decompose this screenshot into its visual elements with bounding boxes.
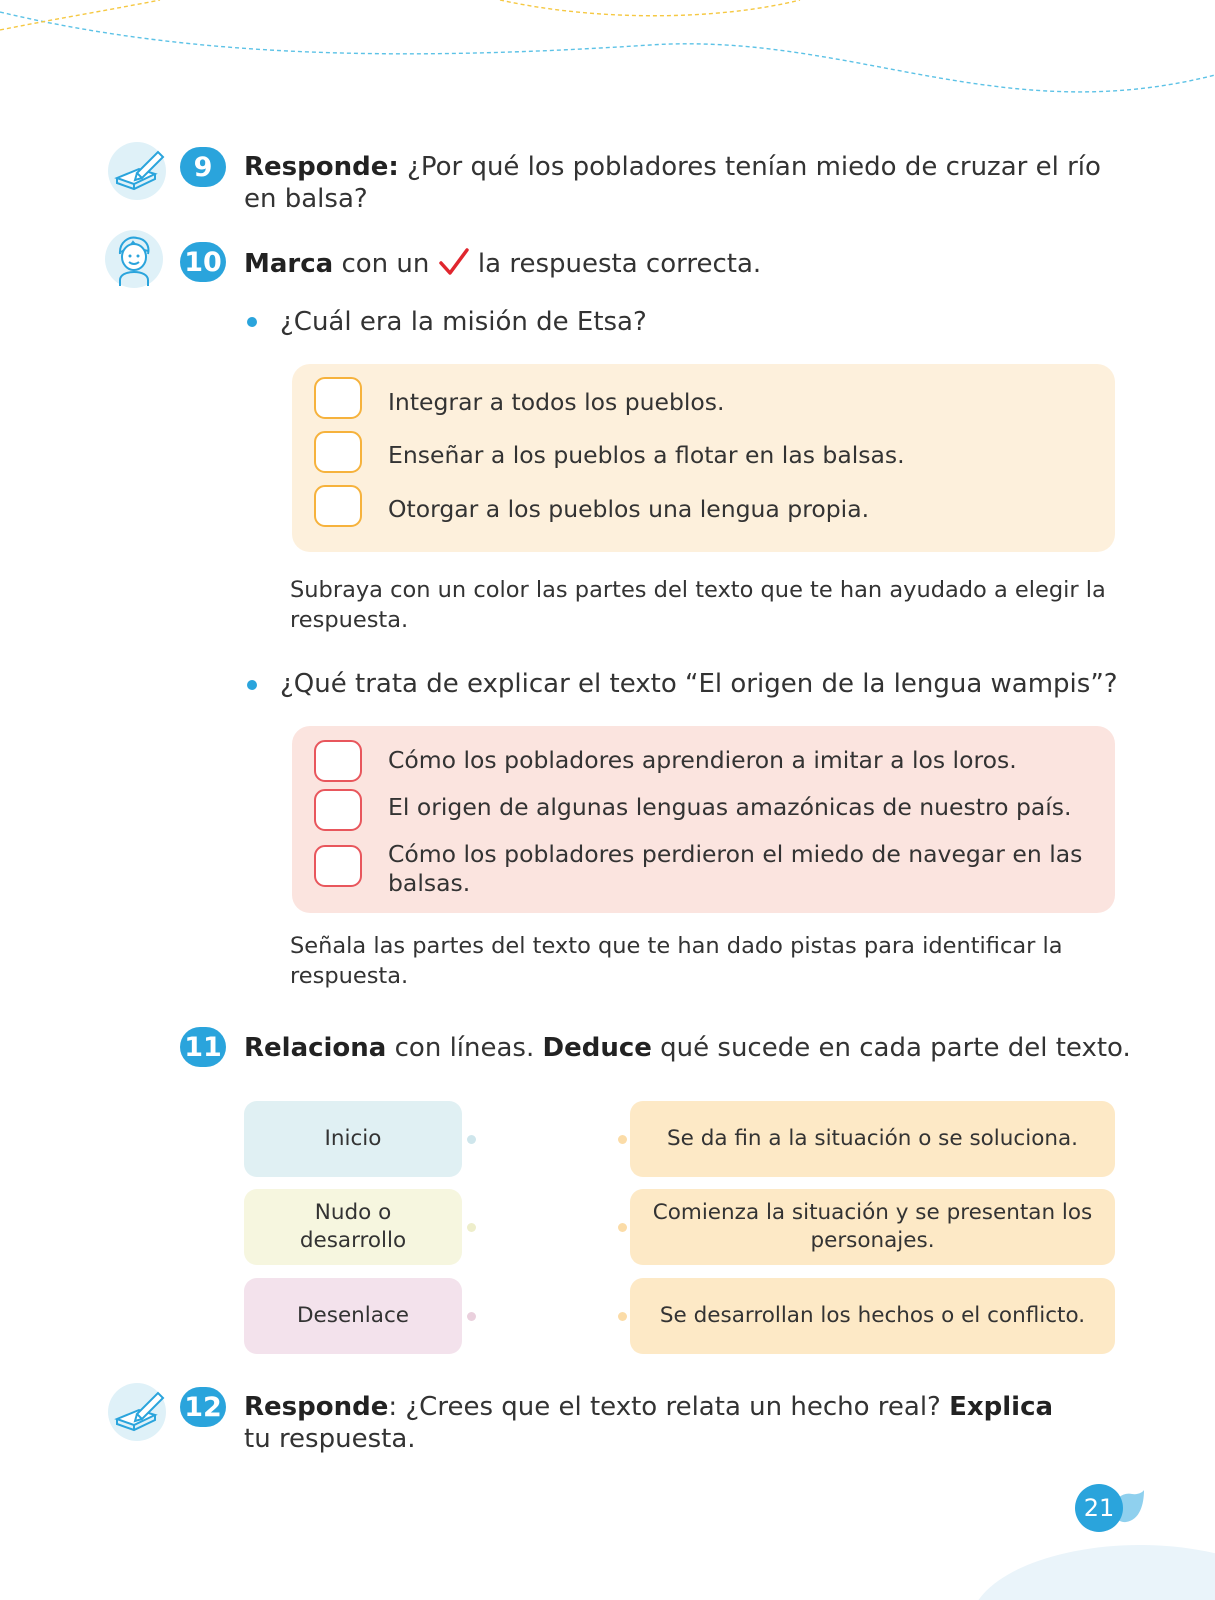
answer-checkbox[interactable] bbox=[314, 740, 362, 782]
left-card-nudo[interactable]: Nudo o desarrollo bbox=[244, 1189, 462, 1265]
option-2-1: Cómo los pobladores aprendieron a imitar a los loros. bbox=[388, 746, 1017, 774]
question-12-text-a: : ¿Crees que el texto relata un hecho real? bbox=[388, 1392, 950, 1422]
question-9-text: ¿Por qué los pobladores tenían miedo de cruzar el río en balsa? bbox=[244, 152, 1101, 214]
left-card-inicio[interactable]: Inicio bbox=[244, 1101, 462, 1177]
left-card-desenlace[interactable]: Desenlace bbox=[244, 1278, 462, 1354]
option-1-2: Enseñar a los pueblos a flotar en las balsas. bbox=[388, 441, 905, 469]
writing-book-icon bbox=[108, 1383, 166, 1441]
decorative-bottom-circle bbox=[0, 1530, 1215, 1600]
instruction-1: Subraya con un color las partes del texto que te han ayudado a elegir la respuesta. bbox=[290, 577, 1106, 633]
question-11-text: qué sucede en cada parte del texto. bbox=[651, 1033, 1131, 1063]
question-12-prompt bbox=[244, 1391, 1064, 1455]
bullet bbox=[247, 680, 257, 690]
question-10-prompt bbox=[244, 247, 761, 280]
answer-checkbox[interactable] bbox=[314, 485, 362, 527]
question-10-text-after: la respuesta correcta. bbox=[469, 249, 762, 279]
option-1-1: Integrar a todos los pueblos. bbox=[388, 388, 725, 416]
connector-dot-left[interactable] bbox=[467, 1135, 476, 1144]
question-10-text-before: con un bbox=[333, 249, 438, 279]
decorative-wave-lines bbox=[0, 0, 1215, 110]
writing-book-icon bbox=[108, 142, 166, 200]
question-11-text-mid: con líneas. bbox=[386, 1033, 543, 1063]
verb-deduce: Deduce bbox=[542, 1033, 652, 1063]
question-9-prompt bbox=[244, 151, 1114, 215]
right-card-2[interactable]: Comienza la situación y se presentan los personajes. bbox=[630, 1189, 1115, 1265]
sub-question-2: ¿Qué trata de explicar el texto “El origen de la lengua wampis”? bbox=[280, 669, 1118, 699]
answer-checkbox[interactable] bbox=[314, 377, 362, 419]
verb-responde: Responde: bbox=[244, 152, 399, 182]
question-12-text-b: tu respuesta. bbox=[244, 1424, 416, 1454]
connector-dot-right[interactable] bbox=[618, 1223, 627, 1232]
connector-dot-left[interactable] bbox=[467, 1312, 476, 1321]
question-11-prompt bbox=[244, 1032, 1131, 1064]
question-number-badge: 9 bbox=[180, 147, 226, 187]
answer-checkbox[interactable] bbox=[314, 431, 362, 473]
right-card-3[interactable]: Se desarrollan los hechos o el conflicto. bbox=[630, 1278, 1115, 1354]
option-1-3: Otorgar a los pueblos una lengua propia. bbox=[388, 495, 870, 523]
connector-dot-left[interactable] bbox=[467, 1223, 476, 1232]
question-number-badge: 12 bbox=[180, 1387, 226, 1427]
verb-relaciona: Relaciona bbox=[244, 1033, 387, 1063]
page-number: 21 bbox=[1075, 1484, 1123, 1532]
connector-dot-right[interactable] bbox=[618, 1135, 627, 1144]
option-2-3: Cómo los pobladores perdieron el miedo de navegar en las balsas. bbox=[388, 840, 1083, 897]
answer-checkbox[interactable] bbox=[314, 845, 362, 887]
verb-explica: Explica bbox=[949, 1392, 1054, 1422]
answer-checkbox[interactable] bbox=[314, 789, 362, 831]
connector-dot-right[interactable] bbox=[618, 1312, 627, 1321]
sub-question-1: ¿Cuál era la misión de Etsa? bbox=[280, 307, 647, 337]
bullet bbox=[247, 317, 257, 327]
verb-responde: Responde bbox=[244, 1392, 389, 1422]
instruction-2: Señala las partes del texto que te han dado pistas para identificar la respuesta. bbox=[290, 933, 1063, 989]
student-icon bbox=[105, 230, 163, 288]
verb-marca: Marca bbox=[244, 249, 334, 279]
checkmark-icon bbox=[438, 247, 470, 277]
question-number-badge: 11 bbox=[180, 1027, 226, 1067]
question-number-badge: 10 bbox=[180, 242, 226, 282]
right-card-1[interactable]: Se da fin a la situación o se soluciona. bbox=[630, 1101, 1115, 1177]
option-2-2: El origen de algunas lenguas amazónicas de nuestro país. bbox=[388, 793, 1072, 821]
